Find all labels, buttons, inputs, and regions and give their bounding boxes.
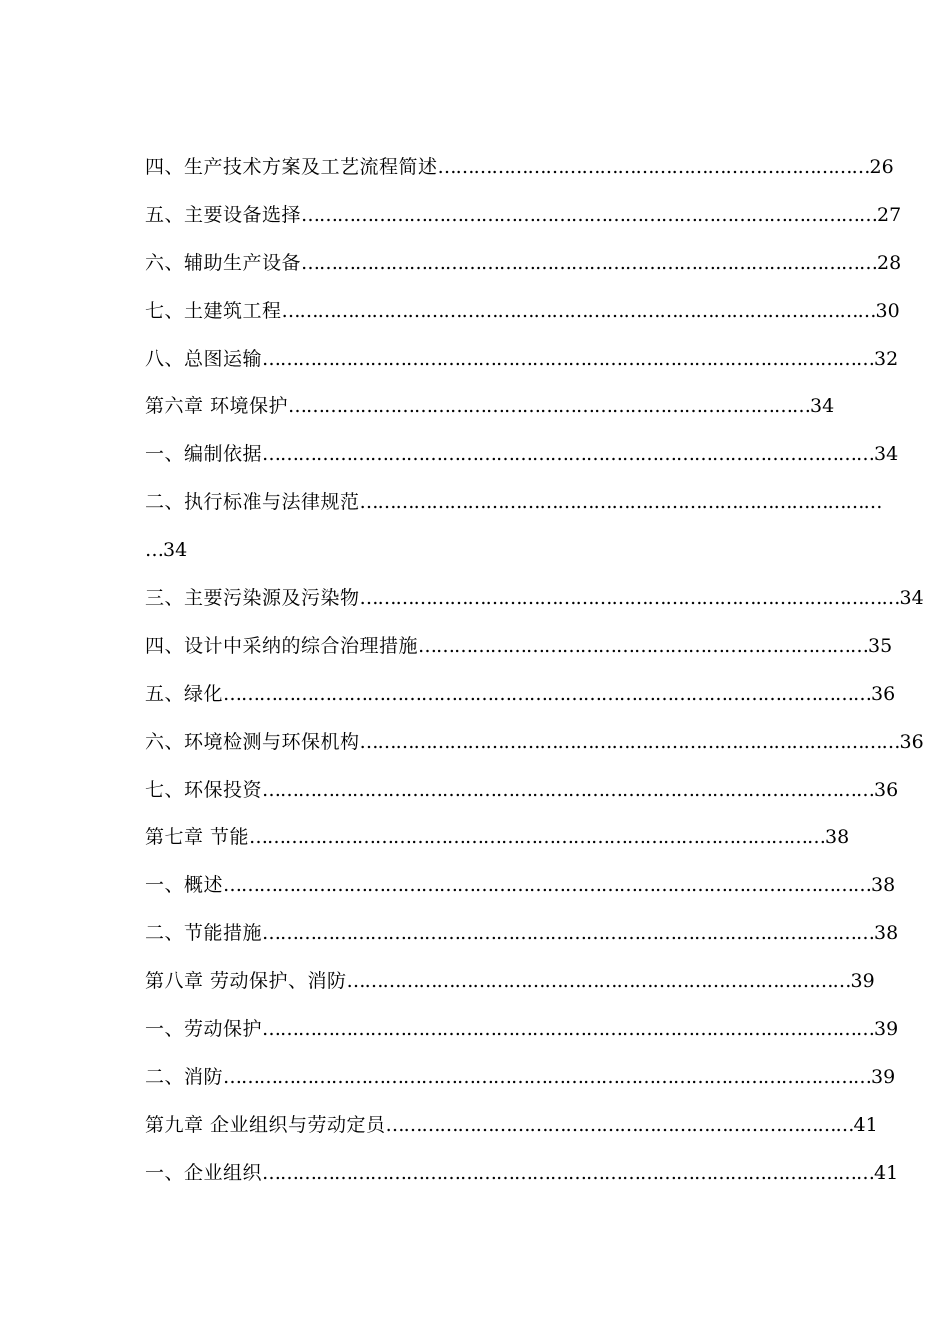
toc-entry — [145, 144, 894, 192]
toc-leader-dots: ………………………………………………………………………………………… — [262, 922, 875, 945]
toc-page-number: 28 — [877, 251, 902, 274]
toc-entry-title: 六、辅助生产设备 — [145, 251, 302, 274]
toc-page-number: 30 — [875, 299, 900, 322]
toc-page-number: 32 — [874, 347, 899, 370]
toc-entry-title: 四、生产技术方案及工艺流程简述 — [145, 156, 438, 178]
toc-leader-dots: …………………………………………………………………………………… — [301, 251, 878, 274]
toc-entry — [145, 1102, 878, 1150]
toc-page-number: 26 — [869, 156, 894, 178]
toc-entry-title: 五、主要设备选择 — [145, 203, 302, 226]
toc-page-number: 36 — [874, 778, 899, 801]
toc-entry-title: 二、执行标准与法律规范 — [145, 491, 360, 514]
toc-entry-title: 三、主要污染源及污染物 — [145, 587, 360, 610]
toc-leader-dots: ………………………………………………………………………………………… — [262, 778, 875, 801]
toc-page-number: 36 — [871, 682, 896, 705]
toc-entry — [145, 479, 882, 527]
toc-page-number: 34 — [899, 587, 924, 610]
toc-leader-dots: …………………………………………………………………………… — [288, 395, 811, 418]
table-of-contents — [145, 144, 924, 1198]
toc-entry — [145, 336, 899, 384]
toc-entry-title: 第七章 节能 — [145, 826, 250, 849]
toc-leader-dots: …………………………………………………………………………… — [359, 491, 882, 514]
toc-page-number: 36 — [899, 730, 924, 753]
toc-entry — [145, 240, 902, 288]
toc-entry — [145, 623, 893, 671]
toc-page-number: 27 — [877, 203, 902, 226]
toc-entry-title: 一、企业组织 — [145, 1161, 263, 1184]
toc-entry-title: 第九章 企业组织与劳动定员 — [145, 1113, 386, 1136]
toc-entry-title: 一、劳动保护 — [145, 1018, 263, 1041]
toc-entry — [145, 719, 924, 767]
toc-entry-title: 第六章 环境保护 — [145, 395, 289, 418]
toc-entry — [145, 288, 900, 336]
toc-entry — [145, 1054, 896, 1102]
toc-entry — [145, 910, 899, 958]
toc-leader-dots: ………………………………………………………………………………………… — [262, 347, 875, 370]
toc-leader-dots: ……………………………………………………………………………………… — [281, 299, 876, 322]
toc-leader-dots: ………………………………………………………………………………………… — [262, 1161, 875, 1184]
toc-leader-dots: ……………………………………………………………………………………………… — [223, 1065, 872, 1088]
toc-entry — [145, 671, 896, 719]
toc-leader-dots: ………………………………………………………………………………………… — [262, 1018, 875, 1041]
toc-page-number: 41 — [853, 1113, 878, 1136]
toc-page-number: 38 — [825, 826, 850, 849]
toc-entry-title: 五、绿化 — [145, 682, 224, 705]
toc-page-number: 41 — [874, 1161, 899, 1184]
toc-page-number: 38 — [874, 922, 899, 945]
toc-entry-title: 四、设计中采纳的综合治理措施 — [145, 634, 419, 657]
toc-page-number: 39 — [871, 1065, 896, 1088]
toc-leader-dots: ……………………………………………………………………………………………… — [223, 682, 872, 705]
toc-leader-dots: ……………………………………………………………………………… — [359, 730, 900, 753]
toc-leader-dots: ……………………………………………………………… — [437, 156, 870, 178]
toc-entry-title: 二、消防 — [145, 1065, 224, 1088]
toc-entry — [145, 383, 835, 431]
toc-leader-dots: ………………………………………………………………………… — [346, 970, 851, 993]
toc-entry — [145, 192, 902, 240]
toc-entry-title: 八、总图运输 — [145, 347, 263, 370]
toc-page-number: 35 — [868, 634, 893, 657]
toc-entry — [145, 767, 899, 815]
toc-entry — [145, 814, 850, 862]
toc-page-number: 34 — [810, 395, 835, 418]
toc-leader-dots: … — [145, 539, 163, 562]
toc-leader-dots: …………………………………………………………………………………… — [249, 826, 826, 849]
toc-page-number: 34 — [874, 443, 899, 466]
toc-leader-dots: ……………………………………………………………………………… — [359, 587, 900, 610]
toc-entry-title: 二、节能措施 — [145, 922, 263, 945]
toc-entry-title: 一、编制依据 — [145, 443, 263, 466]
toc-entry — [145, 431, 899, 479]
toc-entry-title: 七、环保投资 — [145, 778, 263, 801]
toc-entry — [145, 958, 875, 1006]
toc-page-number: 39 — [874, 1018, 899, 1041]
toc-entry — [145, 527, 815, 575]
toc-leader-dots: ………………………………………………………………… — [418, 634, 869, 657]
toc-entry — [145, 862, 896, 910]
toc-page-number: 34 — [163, 539, 188, 562]
toc-page-number: 38 — [871, 874, 896, 897]
toc-entry — [145, 1150, 899, 1198]
toc-entry-title: 七、土建筑工程 — [145, 299, 282, 322]
toc-entry-title: 第八章 劳动保护、消防 — [145, 970, 347, 993]
toc-leader-dots: …………………………………………………………………………………… — [301, 203, 878, 226]
toc-entry-title: 六、环境检测与环保机构 — [145, 730, 360, 753]
toc-leader-dots: ………………………………………………………………………………………… — [262, 443, 875, 466]
toc-leader-dots: ……………………………………………………………………………………………… — [223, 874, 872, 897]
toc-leader-dots: …………………………………………………………………… — [385, 1113, 854, 1136]
toc-entry — [145, 575, 924, 623]
toc-page-number: 39 — [850, 970, 875, 993]
toc-entry — [145, 1006, 899, 1054]
toc-entry-title: 一、概述 — [145, 874, 224, 897]
